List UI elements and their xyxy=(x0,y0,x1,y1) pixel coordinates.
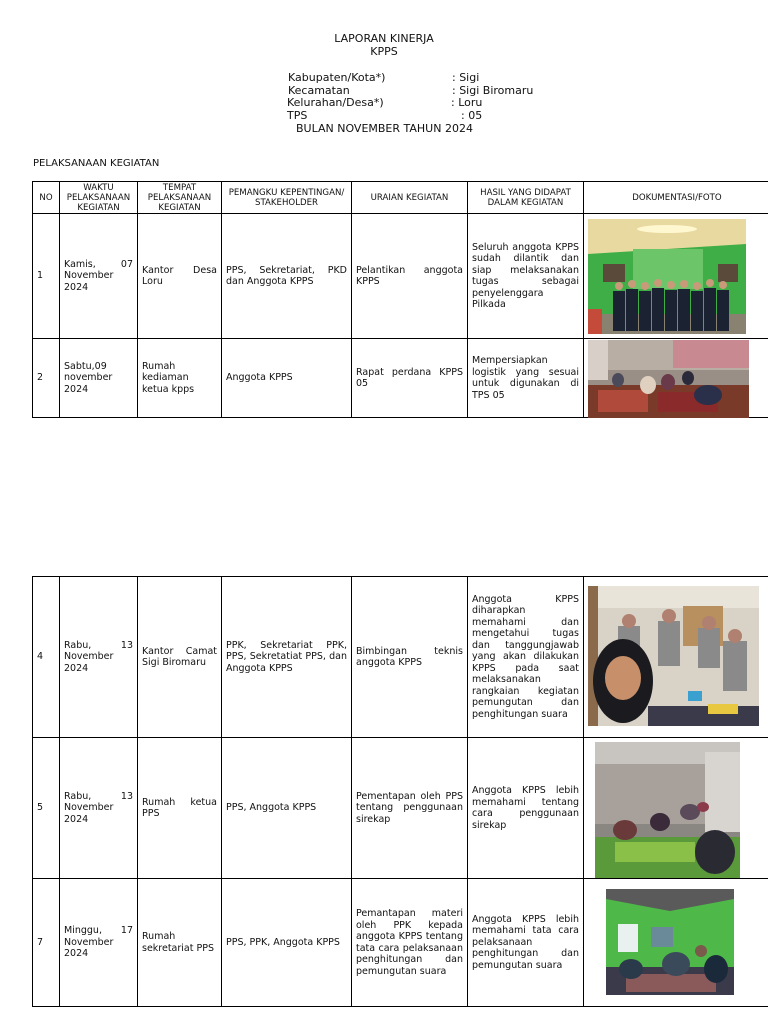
cell-uraian: Pemantapan materi oleh PPK kepada anggota KPPS tentang tata cara pelaksanaan penghitungan dan pemungutan suara xyxy=(352,879,468,1007)
field-value-kelurahan: : Loru xyxy=(451,96,483,109)
cell-pemangku: PPS, Sekretariat, PKD dan Anggota KPPS xyxy=(222,214,352,339)
activity-table-part2 xyxy=(32,576,768,1007)
cell-tempat: Kantor Desa Loru xyxy=(138,214,222,339)
col-header-pemangku: PEMANGKU KEPENTINGAN/ STAKEHOLDER xyxy=(222,182,352,214)
cell-pemangku: PPS, PPK, Anggota KPPS xyxy=(222,879,352,1007)
col-header-uraian: URAIAN KEGIATAN xyxy=(352,182,468,214)
cell-photo xyxy=(584,879,768,1007)
col-header-tempat: TEMPAT PELAKSANAAN KEGIATAN xyxy=(138,182,222,214)
cell-uraian: Rapat perdana KPPS 05 xyxy=(352,339,468,418)
report-title-line1: LAPORAN KINERJA xyxy=(334,32,434,45)
report-period: BULAN NOVEMBER TAHUN 2024 xyxy=(296,122,473,135)
field-label-tps: TPS xyxy=(287,109,308,122)
cell-no: 7 xyxy=(33,879,60,1007)
cell-no: 5 xyxy=(33,738,60,879)
cell-uraian: Bimbingan teknis anggota KPPS xyxy=(352,577,468,738)
photo-material-consolidation xyxy=(606,889,734,995)
table-row xyxy=(33,339,768,418)
cell-tempat: Rumah ketua PPS xyxy=(138,738,222,879)
col-header-waktu: WAKTU PELAKSANAAN KEGIATAN xyxy=(60,182,138,214)
field-label-kelurahan: Kelurahan/Desa*) xyxy=(287,96,384,109)
cell-pemangku: PPK, Sekretariat PPK, PPS, Sekretatiat PPS, dan Anggota KPPS xyxy=(222,577,352,738)
field-value-kabupaten: : Sigi xyxy=(452,71,480,84)
table-row xyxy=(33,214,768,339)
cell-hasil: Mempersiapkan logistik yang sesuai untuk digunakan di TPS 05 xyxy=(468,339,584,418)
cell-photo xyxy=(584,577,768,738)
cell-tempat: Rumah kediaman ketua kpps xyxy=(138,339,222,418)
cell-tempat: Kantor Camat Sigi Biromaru xyxy=(138,577,222,738)
col-header-dokumentasi: DOKUMENTASI/FOTO xyxy=(584,182,768,214)
cell-waktu: Kamis, 07 November 2024 xyxy=(60,214,138,339)
cell-tempat: Rumah sekretariat PPS xyxy=(138,879,222,1007)
cell-uraian: Pelantikan anggota KPPS xyxy=(352,214,468,339)
col-header-hasil: HASIL YANG DIDAPAT DALAM KEGIATAN xyxy=(468,182,584,214)
cell-uraian: Pementapan oleh PPS tentang penggunaan sirekap xyxy=(352,738,468,879)
table-row xyxy=(33,577,768,738)
cell-photo xyxy=(584,738,768,879)
cell-hasil: Anggota KPPS lebih memahami tata cara pelaksanaan penghitungan dan pemungutan suara xyxy=(468,879,584,1007)
table-row xyxy=(33,879,768,1007)
field-label-kabupaten: Kabupaten/Kota*) xyxy=(288,71,386,84)
cell-waktu: Minggu, 17 November 2024 xyxy=(60,879,138,1007)
cell-photo xyxy=(584,339,768,418)
cell-no: 4 xyxy=(33,577,60,738)
cell-waktu: Rabu, 13 November 2024 xyxy=(60,738,138,879)
cell-hasil: Anggota KPPS diharapkan memahami dan mengetahui tugas dan tanggungjawab yang akan dilakukan KPPS pada saat melaksanakan rangkaian kegiatan pemungutan dan penghitungan suara xyxy=(468,577,584,738)
table-header-row xyxy=(33,182,768,214)
activity-table-part1 xyxy=(32,181,768,418)
col-header-no: NO xyxy=(33,182,60,214)
cell-hasil: Seluruh anggota KPPS sudah dilantik dan siap melaksanakan tugas sebagai penyelenggara Pilkada xyxy=(468,214,584,339)
field-value-kecamatan: : Sigi Biromaru xyxy=(452,84,534,97)
cell-waktu: Rabu, 13 November 2024 xyxy=(60,577,138,738)
cell-no: 1 xyxy=(33,214,60,339)
cell-photo xyxy=(584,214,768,339)
photo-inauguration xyxy=(588,219,746,334)
field-value-tps: : 05 xyxy=(461,109,483,122)
cell-pemangku: PPS, Anggota KPPS xyxy=(222,738,352,879)
photo-first-meeting xyxy=(588,340,749,418)
field-label-kecamatan: Kecamatan xyxy=(288,84,350,97)
report-title-line2: KPPS xyxy=(370,45,398,58)
cell-hasil: Anggota KPPS lebih memahami tentang cara penggunaan sirekap xyxy=(468,738,584,879)
photo-sirekap-briefing xyxy=(595,742,740,878)
cell-pemangku: Anggota KPPS xyxy=(222,339,352,418)
cell-waktu: Sabtu,09 november 2024 xyxy=(60,339,138,418)
cell-no: 2 xyxy=(33,339,60,418)
table-row xyxy=(33,738,768,879)
section-title: PELAKSANAAN KEGIATAN xyxy=(33,158,160,169)
photo-technical-guidance xyxy=(588,586,759,726)
